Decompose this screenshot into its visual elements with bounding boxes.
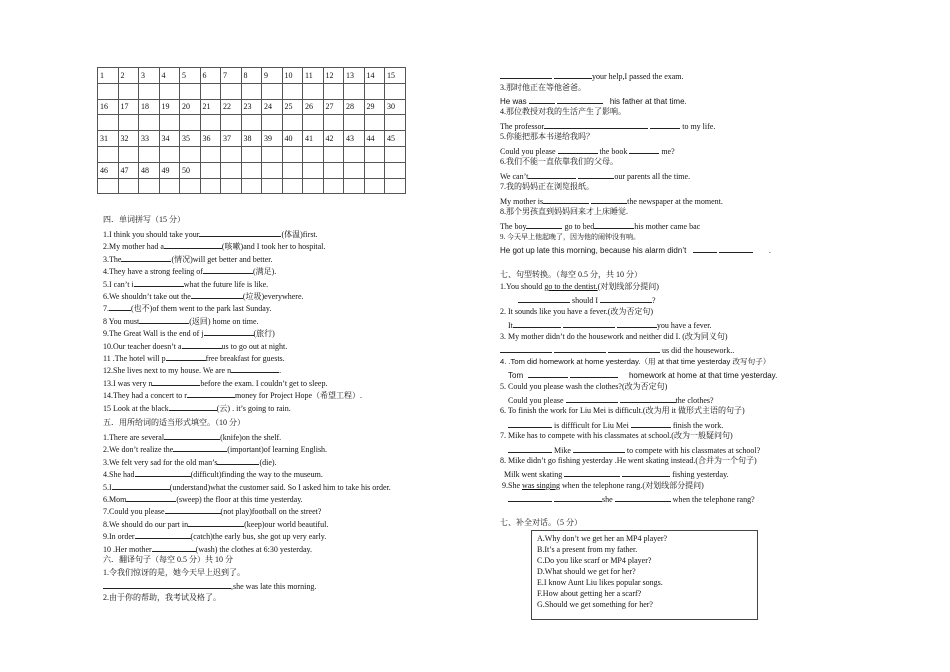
grid-answer-cell[interactable] bbox=[241, 146, 262, 162]
grid-number-cell: 9 bbox=[262, 68, 283, 84]
answer-blank[interactable] bbox=[204, 327, 254, 336]
sec4-item: 3.The (情况)will get better and better. bbox=[103, 254, 273, 264]
answer-blank[interactable] bbox=[617, 319, 657, 328]
answer-blank[interactable] bbox=[188, 518, 244, 527]
answer-blank[interactable] bbox=[566, 394, 618, 403]
grid-answer-row bbox=[98, 83, 406, 99]
answer-blank[interactable] bbox=[217, 456, 259, 465]
grid-answer-cell[interactable] bbox=[323, 115, 344, 131]
grid-number-cell bbox=[344, 162, 365, 178]
grid-answer-cell[interactable] bbox=[385, 146, 406, 162]
transform-8-answer: Milk went skating fishing yesterday. bbox=[504, 470, 729, 479]
transform-7: 7. Mike has to compete with his classmates at school.(改为一般疑问句) bbox=[500, 431, 733, 440]
answer-blank[interactable] bbox=[578, 170, 614, 179]
answer-blank[interactable] bbox=[518, 294, 570, 303]
sec4-item: 7. (也不)of them went to the park last Sunday. bbox=[103, 304, 272, 314]
grid-number-cell: 36 bbox=[200, 131, 221, 147]
answer-blank[interactable] bbox=[554, 344, 606, 353]
grid-number-cell: 28 bbox=[344, 99, 365, 115]
answer-blank[interactable] bbox=[528, 170, 576, 179]
grid-number-cell: 44 bbox=[364, 131, 385, 147]
grid-answer-cell[interactable] bbox=[262, 83, 283, 99]
translation-1-prompt: 1.令我们惊讶的是，她今天早上迟到了。 bbox=[103, 568, 245, 577]
grid-answer-cell[interactable] bbox=[303, 146, 324, 162]
grid-number-cell: 18 bbox=[139, 99, 160, 115]
grid-answer-cell[interactable] bbox=[241, 115, 262, 131]
answer-blank[interactable] bbox=[513, 319, 561, 328]
answer-blank[interactable] bbox=[187, 389, 235, 398]
translation-3-answer: He was his father at that time. bbox=[500, 97, 687, 106]
answer-blank[interactable] bbox=[620, 394, 676, 403]
grid-number-cell: 8 bbox=[241, 68, 262, 84]
sec5-item: 5.I (understand)what the customer said. So I asked him to take his order. bbox=[103, 482, 391, 492]
answer-blank[interactable] bbox=[199, 228, 281, 237]
answer-blank[interactable] bbox=[529, 95, 555, 104]
grid-answer-cell[interactable] bbox=[282, 178, 303, 194]
grid-answer-cell[interactable] bbox=[180, 178, 201, 194]
grid-number-cell: 27 bbox=[323, 99, 344, 115]
answer-blank[interactable] bbox=[165, 505, 221, 514]
grid-number-cell: 48 bbox=[139, 162, 160, 178]
translation-3-prompt: 3.那时他正在等他爸爸。 bbox=[500, 83, 586, 92]
grid-number-cell bbox=[262, 162, 283, 178]
grid-answer-cell[interactable] bbox=[282, 115, 303, 131]
grid-answer-cell[interactable] bbox=[139, 146, 160, 162]
answer-grid bbox=[97, 67, 406, 194]
grid-answer-cell[interactable] bbox=[98, 178, 119, 194]
translation-5-prompt: 5.你能把那本书递给我吗？ bbox=[500, 132, 594, 141]
grid-number-cell: 42 bbox=[323, 131, 344, 147]
grid-number-cell: 11 bbox=[303, 68, 324, 84]
transform-3-answer: us did the housework.. bbox=[500, 344, 734, 356]
answer-blank[interactable] bbox=[166, 352, 206, 361]
grid-number-cell: 4 bbox=[159, 68, 180, 84]
sec4-item: 15 Look at the black (云) . it’s going to rain. bbox=[103, 403, 291, 413]
transform-1: 1.You should go to the dentist.(对划线部分提问) bbox=[500, 282, 659, 291]
answer-blank[interactable] bbox=[135, 468, 191, 477]
grid-number-cell: 31 bbox=[98, 131, 119, 147]
grid-answer-cell[interactable] bbox=[200, 178, 221, 194]
answer-blank[interactable] bbox=[173, 443, 227, 452]
section6-title: 六．翻译句子（每空 0.5 分）共 10 分 bbox=[103, 555, 233, 564]
answer-blank[interactable] bbox=[719, 244, 753, 253]
grid-answer-cell[interactable] bbox=[221, 178, 242, 194]
section4-title: 四．单词拼写（15 分） bbox=[103, 215, 185, 224]
dialogue-option: G.Should we get something for her? bbox=[537, 600, 653, 609]
grid-answer-cell[interactable] bbox=[159, 146, 180, 162]
transform-9-answer: she when the telephone rang? bbox=[508, 493, 755, 505]
grid-number-cell: 24 bbox=[262, 99, 283, 115]
grid-answer-cell[interactable] bbox=[139, 115, 160, 131]
grid-answer-cell[interactable] bbox=[180, 115, 201, 131]
answer-blank[interactable] bbox=[508, 444, 552, 453]
grid-answer-cell[interactable] bbox=[241, 178, 262, 194]
answer-blank[interactable] bbox=[500, 70, 552, 79]
grid-answer-row bbox=[98, 178, 406, 194]
sec5-item: 1.There are several (knife)on the shelf. bbox=[103, 433, 282, 442]
grid-answer-cell[interactable] bbox=[200, 115, 221, 131]
dialogue-option: B.It’s a present from my father. bbox=[537, 545, 638, 554]
grid-number-cell: 29 bbox=[364, 99, 385, 115]
grid-number-cell: 1 bbox=[98, 68, 119, 84]
answer-blank[interactable] bbox=[622, 468, 670, 477]
grid-number-cell: 20 bbox=[180, 99, 201, 115]
answer-blank[interactable] bbox=[526, 220, 562, 229]
grid-number-cell bbox=[364, 162, 385, 178]
answer-blank[interactable] bbox=[608, 344, 660, 353]
dialogue-options-box bbox=[531, 530, 758, 620]
sec5-item: 6.Mom (sweep) the floor at this time yesterday. bbox=[103, 495, 303, 504]
sec4-item: 6.We shouldn’t take out the (垃圾)everywhere. bbox=[103, 292, 304, 301]
grid-answer-cell[interactable] bbox=[303, 178, 324, 194]
answer-blank[interactable] bbox=[508, 419, 552, 428]
answer-blank[interactable] bbox=[570, 369, 618, 378]
grid-answer-cell[interactable] bbox=[221, 83, 242, 99]
transform-7-answer: Mike to compete with his classmates at school? bbox=[508, 444, 760, 456]
answer-blank[interactable] bbox=[500, 344, 552, 353]
translation-4-answer: The professor to my life. bbox=[500, 122, 716, 131]
answer-blank[interactable] bbox=[600, 294, 652, 303]
answer-blank[interactable] bbox=[554, 493, 602, 502]
grid-number-cell bbox=[221, 162, 242, 178]
grid-number-cell bbox=[282, 162, 303, 178]
sec4-item: 12.She lives next to my house. We are n . bbox=[103, 366, 282, 376]
grid-number-cell: 6 bbox=[200, 68, 221, 84]
grid-answer-cell[interactable] bbox=[200, 146, 221, 162]
grid-number-row bbox=[98, 68, 406, 84]
grid-number-cell: 26 bbox=[303, 99, 324, 115]
grid-answer-cell[interactable] bbox=[159, 83, 180, 99]
grid-answer-cell[interactable] bbox=[221, 146, 242, 162]
grid-answer-cell[interactable] bbox=[139, 83, 160, 99]
sec5-item: 10 .Her mother (wash) the clothes at 6:30 yesterday. bbox=[103, 544, 312, 554]
translation-2-prompt: 2.由于你的帮助，我考试及格了。 bbox=[103, 593, 221, 602]
transform-2: 2. It sounds like you have a fever.(改为否定句) bbox=[500, 307, 654, 316]
answer-blank[interactable] bbox=[134, 278, 184, 287]
grid-answer-cell[interactable] bbox=[282, 146, 303, 162]
grid-answer-cell[interactable] bbox=[323, 146, 344, 162]
sec4-item: 2.My mother had a (咳嗽)and I took her to hospital. bbox=[103, 242, 326, 252]
translation-4-prompt: 4.那位教授对我的生活产生了影响。 bbox=[500, 107, 626, 116]
grid-number-cell: 10 bbox=[282, 68, 303, 84]
grid-number-cell: 13 bbox=[344, 68, 365, 84]
sec4-item: 9.The Great Wall is the end of j (旅行) bbox=[103, 329, 275, 339]
translation-8-answer: The boy go to bed his mother came bac bbox=[500, 222, 701, 231]
grid-number-cell bbox=[241, 162, 262, 178]
sec5-item: 9.In order (catch)the early bus, she got up very early. bbox=[103, 532, 327, 542]
grid-answer-cell[interactable] bbox=[323, 178, 344, 194]
dialogue-option: F.How about getting her a scarf? bbox=[537, 589, 642, 598]
grid-answer-cell[interactable] bbox=[159, 178, 180, 194]
answer-blank[interactable] bbox=[191, 290, 243, 299]
dialogue-option: E.I know Aunt Liu likes popular songs. bbox=[537, 578, 663, 587]
grid-answer-cell[interactable] bbox=[364, 178, 385, 194]
grid-number-row bbox=[98, 99, 406, 115]
answer-blank[interactable] bbox=[543, 195, 589, 204]
grid-answer-cell[interactable] bbox=[262, 115, 283, 131]
answer-blank[interactable] bbox=[564, 468, 620, 477]
answer-blank[interactable] bbox=[182, 340, 222, 349]
grid-number-row bbox=[98, 131, 406, 147]
answer-blank[interactable] bbox=[126, 493, 176, 502]
grid-answer-cell[interactable] bbox=[323, 83, 344, 99]
grid-number-cell: 15 bbox=[385, 68, 406, 84]
answer-blank[interactable] bbox=[135, 530, 191, 539]
grid-number-cell: 32 bbox=[118, 131, 139, 147]
answer-blank[interactable] bbox=[615, 493, 671, 502]
grid-number-cell: 2 bbox=[118, 68, 139, 84]
sec5-item: 4.She had (difficult)finding the way to the museum. bbox=[103, 470, 323, 480]
answer-blank[interactable] bbox=[544, 120, 648, 129]
grid-number-cell: 30 bbox=[385, 99, 406, 115]
grid-answer-cell[interactable] bbox=[344, 115, 365, 131]
answer-blank[interactable] bbox=[103, 580, 231, 589]
dialogue-option: C.Do you like scarf or MP4 player? bbox=[537, 556, 652, 565]
answer-blank[interactable] bbox=[594, 220, 634, 229]
answer-blank[interactable] bbox=[554, 70, 592, 79]
grid-number-cell: 12 bbox=[323, 68, 344, 84]
section7b-title: 七、补全对话。（5 分） bbox=[500, 518, 582, 527]
transform-2-answer: It you have a fever. bbox=[508, 321, 712, 330]
grid-answer-cell[interactable] bbox=[118, 146, 139, 162]
answer-blank[interactable] bbox=[650, 120, 680, 129]
grid-answer-cell[interactable] bbox=[385, 115, 406, 131]
grid-number-cell: 41 bbox=[303, 131, 324, 147]
grid-number-cell: 3 bbox=[139, 68, 160, 84]
grid-number-cell: 39 bbox=[262, 131, 283, 147]
answer-blank[interactable] bbox=[591, 195, 627, 204]
transform-8: 8. Mike didn’t go fishing yesterday .He went skating instead.(合并为一个句子) bbox=[500, 456, 757, 465]
grid-number-cell: 38 bbox=[241, 131, 262, 147]
grid-answer-cell[interactable] bbox=[139, 178, 160, 194]
transform-6-answer: is diffficult for Liu Mei finish the work. bbox=[508, 419, 723, 431]
grid-number-cell: 5 bbox=[180, 68, 201, 84]
grid-answer-cell[interactable] bbox=[241, 83, 262, 99]
translation-2-answer: your help,I passed the exam. bbox=[500, 70, 684, 82]
transform-4-answer: Tom homework at home at that time yesterday. bbox=[508, 371, 778, 380]
grid-answer-cell[interactable] bbox=[118, 115, 139, 131]
grid-answer-cell[interactable] bbox=[221, 115, 242, 131]
answer-blank[interactable] bbox=[169, 402, 217, 411]
grid-number-cell: 25 bbox=[282, 99, 303, 115]
grid-number-cell: 23 bbox=[241, 99, 262, 115]
sec4-item: 11 .The hotel will p free breakfast for guests. bbox=[103, 354, 285, 363]
grid-number-cell bbox=[323, 162, 344, 178]
transform-4: 4. .Tom did homework at home yesterday.（用 at that time yesterday 改写句子） bbox=[500, 357, 771, 366]
sec5-item: 8.We should do our part in (keep)our world beautiful. bbox=[103, 519, 329, 529]
translation-5-answer: Could you please the book me? bbox=[500, 147, 675, 156]
translation-7-prompt: 7.我的妈妈正在浏览报纸。 bbox=[500, 182, 594, 191]
dialogue-option: D.What should we get for her? bbox=[537, 567, 636, 576]
grid-number-cell: 49 bbox=[159, 162, 180, 178]
grid-number-cell bbox=[385, 162, 406, 178]
transform-6: 6. To finish the work for Liu Mei is difficult.(改为用 it 做形式主语的句子) bbox=[500, 406, 745, 415]
transform-5: 5. Could you please wash the clothes?(改为否定句) bbox=[500, 382, 668, 391]
transform-9: 9.She was singing when the telephone rang.(对划线部分提问) bbox=[502, 481, 704, 490]
grid-answer-cell[interactable] bbox=[180, 83, 201, 99]
grid-number-cell: 45 bbox=[385, 131, 406, 147]
grid-number-cell: 22 bbox=[221, 99, 242, 115]
grid-answer-cell[interactable] bbox=[118, 178, 139, 194]
grid-answer-cell[interactable] bbox=[303, 83, 324, 99]
sec4-item: 5.I can’t i what the future life is like. bbox=[103, 279, 269, 289]
grid-number-cell: 47 bbox=[118, 162, 139, 178]
grid-answer-cell[interactable] bbox=[344, 178, 365, 194]
answer-blank[interactable] bbox=[558, 145, 598, 154]
translation-6-answer: We can’t our parents all the time. bbox=[500, 172, 691, 181]
answer-blank[interactable] bbox=[139, 315, 189, 324]
answer-blank[interactable] bbox=[164, 240, 222, 249]
grid-answer-cell[interactable] bbox=[282, 83, 303, 99]
grid-number-cell: 7 bbox=[221, 68, 242, 84]
sec5-item: 2.We don’t realize the (important)of learning English. bbox=[103, 445, 328, 455]
grid-number-cell: 40 bbox=[282, 131, 303, 147]
grid-answer-row bbox=[98, 146, 406, 162]
answer-blank[interactable] bbox=[557, 95, 603, 104]
transform-5-answer: Could you please the clothes? bbox=[508, 396, 714, 405]
grid-answer-cell[interactable] bbox=[385, 178, 406, 194]
answer-blank[interactable] bbox=[573, 444, 625, 453]
answer-blank[interactable] bbox=[528, 369, 568, 378]
grid-answer-cell[interactable] bbox=[303, 115, 324, 131]
grid-number-cell: 43 bbox=[344, 131, 365, 147]
answer-blank[interactable] bbox=[508, 493, 552, 502]
section5-title: 五．用所给词的适当形式填空。（10 分） bbox=[103, 418, 245, 427]
answer-blank[interactable] bbox=[152, 377, 200, 386]
answer-blank[interactable] bbox=[693, 244, 717, 253]
grid-answer-cell[interactable] bbox=[262, 146, 283, 162]
sec5-item: 7.Could you please (not play)football on the street? bbox=[103, 507, 322, 517]
grid-answer-cell[interactable] bbox=[262, 178, 283, 194]
answer-blank[interactable] bbox=[231, 364, 279, 373]
translation-7-answer: My mother is the newspaper at the moment. bbox=[500, 197, 723, 206]
grid-answer-cell[interactable] bbox=[118, 83, 139, 99]
grid-number-cell: 35 bbox=[180, 131, 201, 147]
answer-blank[interactable] bbox=[203, 265, 253, 274]
grid-number-cell: 19 bbox=[159, 99, 180, 115]
grid-number-cell bbox=[200, 162, 221, 178]
grid-answer-cell[interactable] bbox=[385, 83, 406, 99]
grid-number-cell: 34 bbox=[159, 131, 180, 147]
answer-blank[interactable] bbox=[109, 302, 131, 311]
sec4-item: 8 You must (返回) home on time. bbox=[103, 316, 259, 326]
sec4-item: 14.They had a concert to r money for Project Hope（希望工程）. bbox=[103, 391, 363, 401]
grid-answer-cell[interactable] bbox=[344, 146, 365, 162]
translation-9-prompt: 9. 今天早上他起晚了，因为他的闹钟没有响。 bbox=[500, 233, 640, 241]
answer-blank[interactable] bbox=[629, 145, 659, 154]
answer-blank[interactable] bbox=[563, 319, 615, 328]
grid-number-cell: 21 bbox=[200, 99, 221, 115]
answer-blank[interactable] bbox=[631, 419, 671, 428]
grid-number-cell: 33 bbox=[139, 131, 160, 147]
grid-number-cell: 50 bbox=[180, 162, 201, 178]
answer-blank[interactable] bbox=[121, 253, 171, 262]
grid-number-cell: 46 bbox=[98, 162, 119, 178]
sec4-item: 4.They have a strong feeling of (满足). bbox=[103, 267, 277, 277]
translation-9-answer: He got up late this morning, because his alarm didn’t . bbox=[500, 246, 772, 255]
grid-answer-cell[interactable] bbox=[364, 115, 385, 131]
sec5-item: 3.We felt very sad for the old man’s (die). bbox=[103, 457, 277, 467]
section7a-title: 七、句型转换。（每空 0.5 分，共 10 分） bbox=[500, 270, 642, 279]
grid-number-cell bbox=[303, 162, 324, 178]
grid-answer-cell[interactable] bbox=[200, 83, 221, 99]
dialogue-option: A.Why don’t we get her an MP4 player? bbox=[537, 534, 668, 543]
transform-3: 3. My mother didn’t do the housework and neither did I. (改为同义句) bbox=[500, 332, 728, 341]
sec4-item: 10.Our teacher doesn’t a us to go out at night. bbox=[103, 341, 288, 351]
grid-number-cell: 17 bbox=[118, 99, 139, 115]
grid-answer-cell[interactable] bbox=[344, 83, 365, 99]
answer-blank[interactable] bbox=[164, 431, 220, 440]
grid-answer-row bbox=[98, 115, 406, 131]
grid-answer-cell[interactable] bbox=[98, 83, 119, 99]
grid-answer-cell[interactable] bbox=[98, 146, 119, 162]
answer-blank[interactable] bbox=[112, 481, 170, 490]
translation-8-prompt: 8.那个男孩直到妈妈回来才上床睡觉. bbox=[500, 207, 628, 216]
translation-6-prompt: 6.我们不能一直依靠我们的父母。 bbox=[500, 157, 618, 166]
grid-answer-cell[interactable] bbox=[180, 146, 201, 162]
grid-answer-cell[interactable] bbox=[98, 115, 119, 131]
transform-1-answer: should I ? bbox=[518, 294, 656, 306]
grid-number-cell: 16 bbox=[98, 99, 119, 115]
grid-number-row bbox=[98, 162, 406, 178]
translation-1-answer: ,she was late this morning. bbox=[103, 580, 316, 592]
grid-number-cell: 37 bbox=[221, 131, 242, 147]
grid-answer-cell[interactable] bbox=[364, 83, 385, 99]
answer-blank[interactable] bbox=[152, 543, 196, 552]
grid-number-cell: 14 bbox=[364, 68, 385, 84]
sec4-item: 1.I think you should take your (体温)first. bbox=[103, 230, 318, 239]
sec4-item: 13.I was very n before the exam. I couldn’t get to sleep. bbox=[103, 378, 328, 388]
grid-answer-cell[interactable] bbox=[364, 146, 385, 162]
grid-answer-cell[interactable] bbox=[159, 115, 180, 131]
